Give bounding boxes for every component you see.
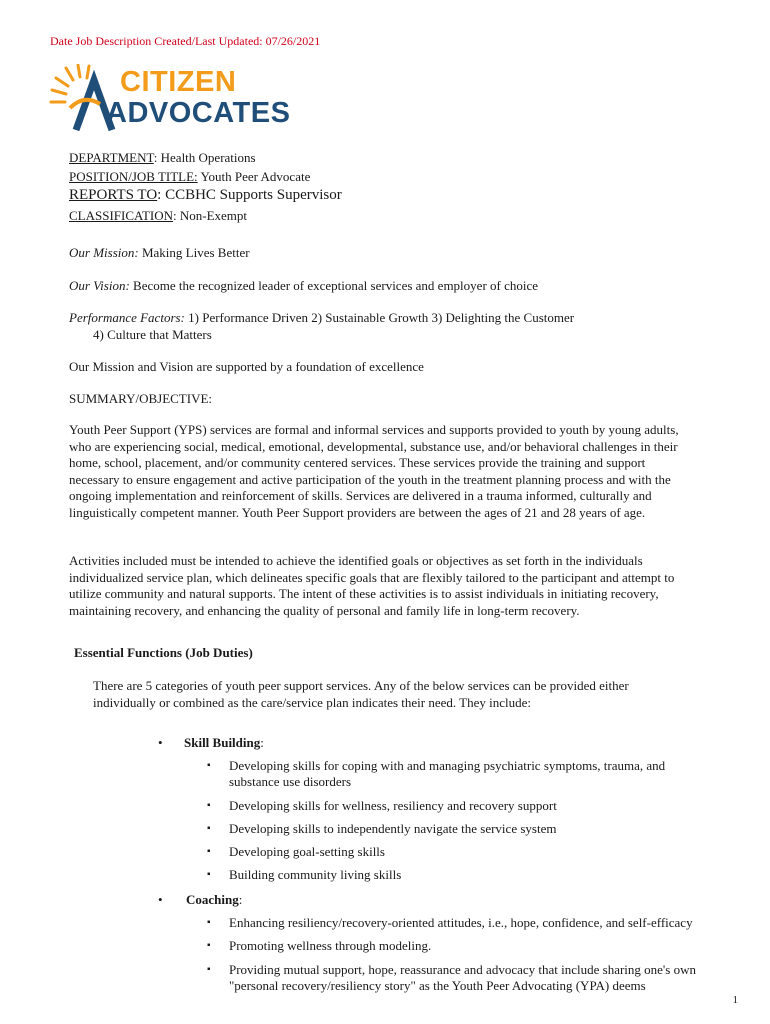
skill-building-label: Skill Building <box>184 735 261 750</box>
skill-building-suffix: : <box>260 735 264 750</box>
citizen-advocates-logo <box>48 64 298 132</box>
page-number: 1 <box>732 994 738 1006</box>
essential-functions-heading: Essential Functions (Job Duties) <box>74 645 253 660</box>
sub-bullet-icon: ▪ <box>207 800 211 811</box>
sub-bullet-icon: ▪ <box>207 846 211 857</box>
vision-label: Our Vision: <box>69 278 130 293</box>
department-value: : Health Operations <box>153 150 256 165</box>
performance-factors-line <box>69 310 574 326</box>
sub-bullet-icon: ▪ <box>207 917 211 928</box>
department-line <box>69 150 256 166</box>
coaching-item: Promoting wellness through modeling. <box>229 938 432 953</box>
mission-text: Making Lives Better <box>138 245 250 260</box>
performance-factors-label: Performance Factors: <box>69 310 185 325</box>
mission-label: Our Mission: <box>69 245 139 260</box>
performance-factors-line2: 4) Culture that Matters <box>93 327 212 342</box>
skill-building-item: Developing skills for coping with and managing psychiatric symptoms, trauma, and substance use disorders <box>229 758 666 789</box>
bullet-icon: • <box>158 892 163 907</box>
job-title-value: Youth Peer Advocate <box>197 169 311 184</box>
mission-line <box>69 245 250 261</box>
bullet-icon: • <box>158 735 163 750</box>
summary-heading: SUMMARY/OBJECTIVE: <box>69 391 213 406</box>
coaching-heading <box>186 892 242 908</box>
department-label: DEPARTMENT <box>69 150 154 165</box>
skill-building-item: Developing skills to independently navigate the service system <box>229 821 557 836</box>
date-line: Date Job Description Created/Last Updated: 07/26/2021 <box>50 34 321 48</box>
sub-bullet-icon: ▪ <box>207 869 211 880</box>
coaching-item: Enhancing resiliency/recovery-oriented attitudes, i.e., hope, confidence, and self-efficacy <box>229 915 693 930</box>
sub-bullet-icon: ▪ <box>207 964 211 975</box>
skill-building-item: Developing skills for wellness, resiliency and recovery support <box>229 798 557 813</box>
classification-line <box>69 208 247 224</box>
summary-paragraph-2: Activities included must be intended to achieve the identified goals or objectives as set forth in the individuals individualized service plan, which delineates specific goals that are flexibly tailored to the participant and attempt to utilize community and natural supports. The intent of these activities is to assist individuals in initiating recovery, maintaining recovery, and enhancing the quality of personal and family life in long-term recovery. <box>69 553 675 618</box>
performance-factors-text: 1) Performance Driven 2) Sustainable Growth 3) Delighting the Customer <box>184 310 575 325</box>
coaching-item: Providing mutual support, hope, reassurance and advocacy that include sharing one's own "personal recovery/resiliency story" as the Youth Peer Advocating (YPA) deems <box>229 962 696 993</box>
skill-building-heading <box>184 735 264 751</box>
classification-label: CLASSIFICATION <box>69 208 174 223</box>
reports-to-line <box>69 187 342 204</box>
job-title-line <box>69 169 310 185</box>
vision-text: Become the recognized leader of exceptional services and employer of choice <box>129 278 539 293</box>
sub-bullet-icon: ▪ <box>207 940 211 951</box>
logo-citizen-text: CITIZEN <box>120 66 237 98</box>
skill-building-item: Developing goal-setting skills <box>229 844 385 859</box>
skill-building-item: Building community living skills <box>229 867 402 882</box>
coaching-suffix: : <box>238 892 243 907</box>
categories-intro: There are 5 categories of youth peer support services. Any of the below services can be provided either individually or combined as the care/service plan indicates their need. They include: <box>93 678 629 710</box>
reports-to-label: REPORTS TO <box>69 187 158 203</box>
logo-advocates-text: ADVOCATES <box>106 97 291 129</box>
job-title-label: POSITION/JOB TITLE: <box>69 169 198 184</box>
coaching-label: Coaching <box>186 892 239 907</box>
summary-paragraph-1: Youth Peer Support (YPS) services are formal and informal services and supports provided to youth by young adults, who are experiencing social, medical, emotional, developmental, substance use, and/or behavioral challenges in their home, school, placement, and/or community centered services. These services provide the training and support necessary to ensure engagement and active participation of the youth in the treatment planning process and with the ongoing implementation and reinforcement of skills. Services are delivered in a trauma informed, culturally and linguistically competent manner. Youth Peer Support providers are between the ages of 21 and 28 years of age. <box>69 422 679 520</box>
sub-bullet-icon: ▪ <box>207 760 211 771</box>
sub-bullet-icon: ▪ <box>207 823 211 834</box>
classification-value: : Non-Exempt <box>173 208 248 223</box>
foundation-line: Our Mission and Vision are supported by a foundation of excellence <box>69 359 424 374</box>
reports-to-value: : CCBHC Supports Supervisor <box>157 187 342 203</box>
vision-line <box>69 278 538 294</box>
